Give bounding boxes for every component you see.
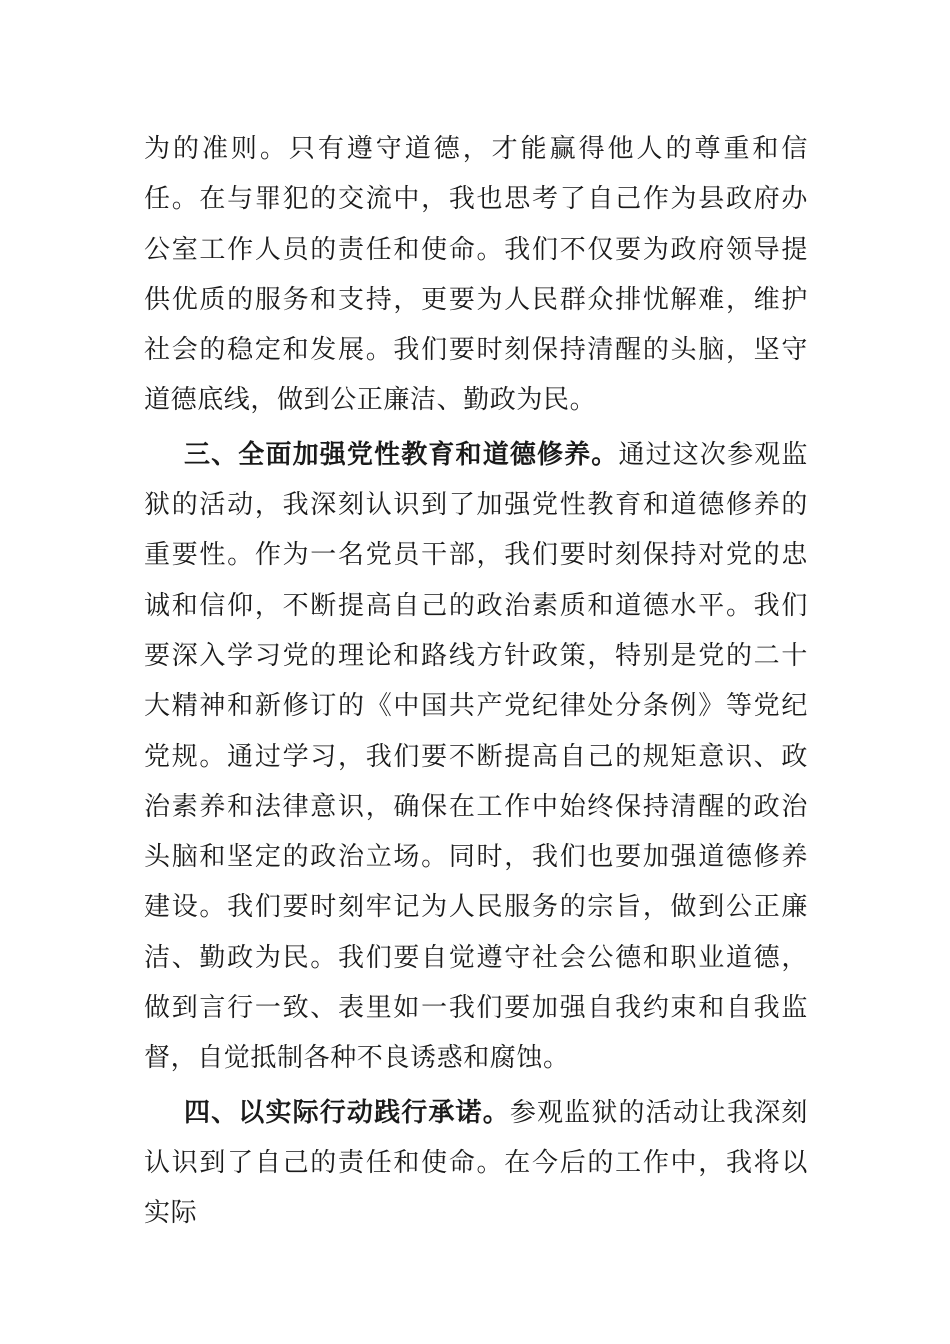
paragraph-continuation xyxy=(144,124,808,426)
paragraph-section-four xyxy=(144,1088,808,1239)
document-body xyxy=(144,124,808,1243)
paragraph-text: 参观监狱的活动让我深刻认识到了自己的责任和使命。在今后的工作中，我将以实际 xyxy=(144,1097,808,1229)
paragraph-text: 通过这次参观监狱的活动，我深刻认识到了加强党性教育和道德修养的重要性。作为一名党员干部，我们要时刻保持对党的忠诚和信仰，不断提高自己的政治素质和道德水平。我们要深入学习党的理论和路线方针政策，特别是党的二十大精神和新修订的《中国共产党纪律处分条例》等党纪党规。通过学习，我们要不断提高自己的规矩意识、政治素养和法律意识，确保在工作中始终保持清醒的政治头脑和坚定的政治立场。同时，我们也要加强道德修养建设。我们要时刻牢记为人民服务的宗旨，做到公正廉洁、勤政为民。我们要自觉遵守社会公德和职业道德，做到言行一致、表里如一我们要加强自我约束和自我监督，自觉抵制各种不良诱惑和腐蚀。 xyxy=(144,439,808,1074)
section-heading: 三、全面加强党性教育和道德修养。 xyxy=(184,439,619,470)
paragraph-section-three xyxy=(144,430,808,1084)
paragraph-text: 为的准则。只有遵守道德，才能赢得他人的尊重和信任。在与罪犯的交流中，我也思考了自己作为县政府办公室工作人员的责任和使命。我们不仅要为政府领导提供优质的服务和支持，更要为人民群众排忧解难，维护社会的稳定和发展。我们要时刻保持清醒的头脑，坚守道德底线，做到公正廉洁、勤政为民。 xyxy=(144,134,808,416)
section-heading: 四、以实际行动践行承诺。 xyxy=(184,1097,510,1128)
